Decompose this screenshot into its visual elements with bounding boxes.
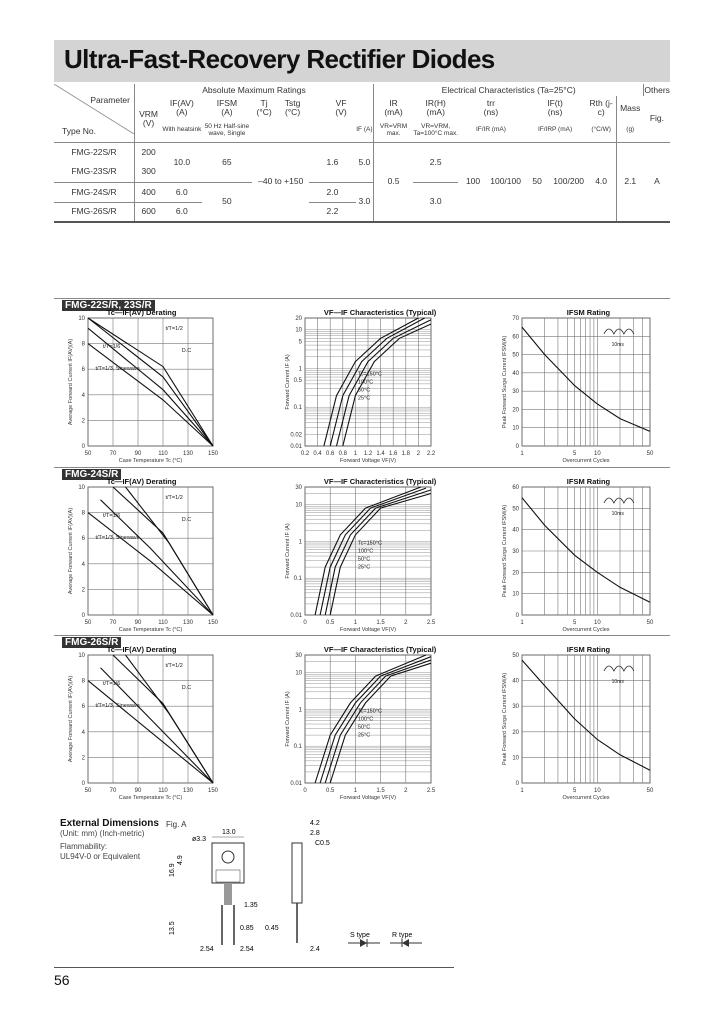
y-tick-label: 8 xyxy=(81,510,85,517)
x-tick-label: 90 xyxy=(134,620,142,626)
x-tick-label: 0.6 xyxy=(326,451,335,457)
x-tick-label: 2.2 xyxy=(426,451,436,457)
x-tick-label: 70 xyxy=(109,788,117,794)
x-tick-label: 150 xyxy=(207,620,219,626)
y-tick-label: 0.02 xyxy=(290,432,302,439)
x-tick-label: 0.5 xyxy=(326,620,335,626)
h-vrm-unit: (V) xyxy=(142,117,155,128)
r-type-label: R type xyxy=(392,932,413,939)
chart-title: VF—IF Characteristics (Typical) xyxy=(323,308,437,317)
h-ifsm-unit: (A) xyxy=(221,107,233,117)
fig-all: A xyxy=(654,176,660,187)
mass-all: 2.1 xyxy=(624,176,637,187)
plot-frame xyxy=(522,655,650,783)
y-tick-label: 5 xyxy=(298,339,302,346)
fig-a-label: Fig. A xyxy=(166,820,187,829)
spec-table xyxy=(54,84,670,223)
flammability-line-2: UL94V-0 or Equivalent xyxy=(60,852,141,861)
row-vrm: 600 xyxy=(135,202,163,222)
section-label: FMG-24S/R xyxy=(62,469,121,480)
curve-label: D.C xyxy=(181,348,192,354)
rth-all: 4.0 xyxy=(587,142,617,222)
temp-label: 25°C xyxy=(357,395,371,402)
y-tick-label: 0.1 xyxy=(293,744,302,751)
y-tick-label: 2 xyxy=(81,755,85,762)
x-tick-label: 2.5 xyxy=(426,788,436,794)
h-fig: Fig. xyxy=(644,96,670,142)
y-tick-label: 0.01 xyxy=(290,444,302,450)
row-vrm: 400 xyxy=(135,182,163,202)
row-vrm: 200 xyxy=(141,146,156,157)
x-tick-label: 130 xyxy=(182,620,194,626)
y-tick-label: 60 xyxy=(512,334,519,341)
y-tick-label: 10 xyxy=(295,502,302,509)
x-tick-label: 110 xyxy=(158,620,168,626)
h-ifav-unit: (A) xyxy=(176,107,188,117)
parameter-label: Parameter xyxy=(90,95,130,105)
x-tick-label: 1 xyxy=(353,620,358,626)
x-tick-label: 70 xyxy=(109,620,117,626)
chart-6 xyxy=(492,475,680,643)
package-marking xyxy=(216,870,240,882)
y-axis-label: Peak Forward Surge Current IFSM(A) xyxy=(502,335,508,429)
x-tick-label: 0 xyxy=(303,788,307,794)
temp-label: Tc=150°C xyxy=(357,708,382,715)
x-tick-label: 5 xyxy=(572,788,577,794)
type-label: Type No. xyxy=(62,125,97,136)
x-tick-label: 10 xyxy=(593,788,601,794)
y-tick-label: 10 xyxy=(295,327,302,334)
x-tick-label: 130 xyxy=(182,788,194,794)
x-tick-label: 50 xyxy=(84,451,92,457)
x-tick-label: 110 xyxy=(158,788,168,794)
curve-label: t/T=1/6 xyxy=(103,513,121,519)
curve-label: D.C xyxy=(181,685,192,691)
y-tick-label: 0.01 xyxy=(290,613,302,619)
sub-ifir: IF/IR (mA) xyxy=(458,120,523,142)
y-axis-label: Average Forward Current IF(AV)(A) xyxy=(68,338,74,426)
tj-tstg: –40 to +150 xyxy=(258,176,304,187)
chart-title: IFSM Rating xyxy=(566,308,611,317)
h-tstg: Tstg xyxy=(284,98,301,109)
temp-label: 100°C xyxy=(357,716,374,723)
y-axis-label: Forward Current IF (A) xyxy=(285,691,291,747)
x-tick-label: 1.2 xyxy=(363,451,373,457)
y-tick-label: 30 xyxy=(295,485,302,491)
chart-7 xyxy=(58,643,243,811)
y-axis-label: Average Forward Current IF(AV)(A) xyxy=(68,675,74,763)
x-tick-label: 2 xyxy=(404,620,408,626)
y-axis-label: Peak Forward Surge Current IFSM(A) xyxy=(502,504,508,598)
y-tick-label: 10 xyxy=(295,670,302,677)
pulse-label: 10ms xyxy=(611,511,624,517)
section-label: FMG-26S/R xyxy=(62,637,121,648)
h-vf-unit: (V) xyxy=(335,107,347,117)
y-tick-label: 30 xyxy=(512,389,519,396)
temp-label: Tc=150°C xyxy=(357,540,382,547)
h-ift-unit: (ns) xyxy=(547,107,563,117)
x-tick-label: 50 xyxy=(646,620,654,626)
y-tick-label: 10 xyxy=(78,653,85,659)
ir-all: 0.5 xyxy=(387,176,400,187)
dim-169: 16.9 xyxy=(169,863,176,877)
y-tick-label: 0.01 xyxy=(290,781,302,787)
x-tick-label: 1.5 xyxy=(376,620,385,626)
y-tick-label: 0 xyxy=(81,444,85,450)
vf-26: 2.2 xyxy=(309,202,356,222)
y-tick-label: 20 xyxy=(512,407,519,414)
x-axis-label: Forward Voltage VF(V) xyxy=(340,627,396,633)
chart-1 xyxy=(58,306,243,474)
x-tick-label: 0.2 xyxy=(300,451,310,457)
temp-label: 25°C xyxy=(357,564,371,571)
y-tick-label: 0.1 xyxy=(293,576,302,583)
s-type-label: S type xyxy=(350,932,370,939)
h-trr-unit: (ns) xyxy=(483,107,499,117)
temp-label: 50°C xyxy=(357,724,371,731)
y-tick-label: 40 xyxy=(512,370,519,377)
ifav-24: 6.0 xyxy=(162,182,201,202)
y-tick-label: 0 xyxy=(81,781,85,787)
x-tick-label: 10 xyxy=(593,451,601,457)
x-tick-label: 70 xyxy=(109,451,117,457)
dim-24: 2.4 xyxy=(310,946,320,953)
x-tick-label: 2.5 xyxy=(426,620,436,626)
curve-label: t/T=1/3, Sinewave xyxy=(95,366,140,372)
y-tick-label: 1 xyxy=(298,366,302,373)
y-tick-label: 0 xyxy=(515,444,519,450)
h-rth: Rth (j-c) xyxy=(587,96,617,120)
curve-label: t/T=1/2 xyxy=(165,326,183,332)
external-dimensions-title: External Dimensions xyxy=(60,818,159,829)
y-tick-label: 40 xyxy=(512,678,519,685)
x-tick-label: 5 xyxy=(572,620,577,626)
y-tick-label: 8 xyxy=(81,341,85,348)
dim-28: 2.8 xyxy=(310,830,320,837)
y-tick-label: 1 xyxy=(298,539,302,546)
y-tick-label: 6 xyxy=(81,536,85,543)
h-tj-unit: (°C) xyxy=(256,107,272,117)
row-type: FMG-24S/R xyxy=(54,182,135,202)
dim-254b: 2.54 xyxy=(240,946,254,953)
dim-254a: 2.54 xyxy=(200,946,214,953)
y-tick-label: 20 xyxy=(295,316,302,322)
x-tick-label: 10 xyxy=(593,620,601,626)
y-tick-label: 0.5 xyxy=(293,378,302,385)
y-tick-label: 2 xyxy=(81,418,85,425)
dim-42: 4.2 xyxy=(310,820,320,827)
curve-label: t/T=1/2 xyxy=(165,663,183,669)
sub-ifa: IF (A) xyxy=(356,120,374,142)
y-tick-label: 10 xyxy=(78,485,85,491)
x-axis-label: Case Temperature Tc (°C) xyxy=(118,627,183,633)
x-axis-label: Forward Voltage VF(V) xyxy=(340,795,396,801)
row-vrm: 300 xyxy=(141,166,156,177)
temp-label: 50°C xyxy=(357,387,371,394)
y-tick-label: 40 xyxy=(512,527,519,534)
group-abs-max: Absolute Maximum Ratings xyxy=(135,84,374,96)
y-tick-label: 10 xyxy=(78,316,85,322)
external-unit: (Unit: mm) (Inch-metric) xyxy=(60,829,145,838)
temp-label: 100°C xyxy=(357,379,374,386)
dim-085: 0.85 xyxy=(240,925,254,932)
h-ifsm: IFSM xyxy=(216,98,238,109)
sub-ifirh: IF/IRP (mA) xyxy=(524,120,587,142)
h-ir: IR xyxy=(389,98,398,109)
dim-c05: C0.5 xyxy=(315,840,330,847)
y-tick-label: 20 xyxy=(512,729,519,736)
ifsm-24-26: 50 xyxy=(202,182,253,222)
chart-title: IFSM Rating xyxy=(566,645,611,654)
x-tick-label: 1.5 xyxy=(376,788,385,794)
h-irh: IR(H) xyxy=(425,98,446,109)
x-axis-label: Overcurrent Cycles xyxy=(562,458,610,464)
x-tick-label: 1 xyxy=(520,620,524,626)
h-ifav: IF(AV) xyxy=(169,98,194,109)
row-type: FMG-26S/R xyxy=(54,202,135,222)
x-tick-label: 0.4 xyxy=(313,451,322,457)
ifirh-all: 100/200 xyxy=(553,176,585,187)
mount-hole xyxy=(222,851,234,863)
h-ift: IF(t) xyxy=(547,98,563,109)
y-tick-label: 4 xyxy=(81,561,85,568)
x-tick-label: 2 xyxy=(404,788,408,794)
ifsm-22-23: 65 xyxy=(222,156,232,167)
y-tick-label: 4 xyxy=(81,392,85,399)
x-axis-label: Forward Voltage VF(V) xyxy=(340,458,396,464)
y-axis-label: Average Forward Current IF(AV)(A) xyxy=(68,507,74,595)
x-tick-label: 130 xyxy=(182,451,194,457)
dim-phi33: ø3.3 xyxy=(192,836,207,843)
h-ir-unit: (mA) xyxy=(384,107,403,117)
vf-24: 2.0 xyxy=(309,182,356,202)
curve-label: t/T=1/6 xyxy=(103,681,121,687)
row-type: FMG-23S/R xyxy=(54,162,135,182)
plot-frame xyxy=(522,318,650,446)
x-tick-label: 1.8 xyxy=(401,451,410,457)
page-title: Ultra-Fast-Recovery Rectifier Diodes xyxy=(64,44,495,74)
y-tick-label: 10 xyxy=(512,591,519,598)
x-tick-label: 0.8 xyxy=(338,451,347,457)
ifir-all: 100/100 xyxy=(490,176,521,187)
group-others: Others xyxy=(644,84,670,95)
chart-title: VF—IF Characteristics (Typical) xyxy=(323,477,437,486)
ifa-22-23: 5.0 xyxy=(356,142,374,182)
sub-g: (g) xyxy=(616,120,644,142)
y-tick-label: 0 xyxy=(81,613,85,619)
row-type: FMG-22S/R xyxy=(54,142,135,162)
sub-cw: (°C/W) xyxy=(587,120,617,142)
chart-2 xyxy=(275,306,461,474)
y-tick-label: 0 xyxy=(515,781,519,787)
x-tick-label: 50 xyxy=(646,451,654,457)
chart-title: Tc—IF(AV) Derating xyxy=(106,308,177,317)
group-electrical: Electrical Characteristics (Ta=25°C) xyxy=(374,84,644,96)
y-tick-label: 10 xyxy=(512,425,519,432)
dim-13: 13.0 xyxy=(222,829,236,836)
side-body xyxy=(292,843,302,903)
sub-vrm-ir: VR=VRM max. xyxy=(374,120,414,142)
h-tj: Tj xyxy=(260,98,268,109)
temp-label: 25°C xyxy=(357,732,371,739)
y-tick-label: 6 xyxy=(81,367,85,374)
y-tick-label: 1 xyxy=(298,707,302,714)
x-tick-label: 0.5 xyxy=(326,788,335,794)
s-type-symbol xyxy=(348,939,380,947)
x-tick-label: 150 xyxy=(207,788,219,794)
package-neck xyxy=(224,883,232,905)
dim-49: 4.9 xyxy=(177,855,184,865)
y-tick-label: 4 xyxy=(81,729,85,736)
r-type-symbol xyxy=(390,939,422,947)
external-dimensions-drawing xyxy=(160,815,460,960)
ift-all: 50 xyxy=(532,176,542,187)
y-tick-label: 70 xyxy=(512,316,519,322)
curve-label: t/T=1/2 xyxy=(165,495,183,501)
sub-vrm-irh: VR=VRM, Ta=100°C max. xyxy=(413,120,458,142)
h-mass: Mass xyxy=(620,102,641,113)
page-number: 56 xyxy=(54,972,70,988)
x-tick-label: 2 xyxy=(416,451,421,457)
temp-label: 100°C xyxy=(357,548,374,555)
ifav-26: 6.0 xyxy=(162,202,201,222)
chart-title: Tc—IF(AV) Derating xyxy=(106,477,177,486)
x-tick-label: 150 xyxy=(207,451,219,457)
x-tick-label: 50 xyxy=(84,620,92,626)
temp-label: 50°C xyxy=(357,556,371,563)
x-tick-label: 50 xyxy=(84,788,92,794)
vf-22-23: 1.6 xyxy=(326,156,339,167)
h-trr: trr xyxy=(486,98,495,109)
dim-045: 0.45 xyxy=(265,925,279,932)
chart-4 xyxy=(58,475,243,643)
sub-withsink: With heatsink xyxy=(162,120,201,142)
chart-9 xyxy=(492,643,680,811)
y-tick-label: 30 xyxy=(512,704,519,711)
y-tick-label: 50 xyxy=(512,653,519,659)
ifav-22-23: 10.0 xyxy=(173,156,191,167)
irh-24-26: 3.0 xyxy=(413,182,458,222)
section-label: FMG-22S/R, 23S/R xyxy=(62,300,155,311)
y-tick-label: 50 xyxy=(512,506,519,513)
y-tick-label: 0.1 xyxy=(293,405,302,412)
x-tick-label: 5 xyxy=(572,451,577,457)
footer-line xyxy=(54,967,454,968)
chart-5 xyxy=(275,475,461,643)
dim-135: 13.5 xyxy=(169,921,176,935)
y-tick-label: 30 xyxy=(295,653,302,659)
x-tick-label: 1 xyxy=(520,788,524,794)
y-tick-label: 0 xyxy=(515,613,519,619)
y-tick-label: 20 xyxy=(512,570,519,577)
curve-label: t/T=1/3, Sinewave xyxy=(95,535,140,541)
x-tick-label: 1 xyxy=(520,451,524,457)
x-axis-label: Case Temperature Tc (°C) xyxy=(118,458,183,464)
plot-frame xyxy=(88,318,213,446)
y-tick-label: 60 xyxy=(512,485,519,491)
y-tick-label: 2 xyxy=(81,587,85,594)
y-axis-label: Peak Forward Surge Current IFSM(A) xyxy=(502,672,508,766)
x-tick-label: 1.4 xyxy=(376,451,385,457)
trr-all: 100 xyxy=(465,176,481,187)
x-tick-label: 50 xyxy=(646,788,654,794)
x-tick-label: 1.6 xyxy=(389,451,398,457)
y-tick-label: 6 xyxy=(81,704,85,711)
pulse-label: 10ms xyxy=(611,679,624,685)
x-tick-label: 90 xyxy=(134,451,142,457)
irh-22-23: 2.5 xyxy=(429,156,442,167)
y-tick-label: 30 xyxy=(512,549,519,555)
curve-label: D.C xyxy=(181,517,192,523)
curve-label: t/T=1/6 xyxy=(103,344,121,350)
chart-title: Tc—IF(AV) Derating xyxy=(106,645,177,654)
y-axis-label: Forward Current IF (A) xyxy=(285,354,291,410)
h-irh-unit: (mA) xyxy=(426,107,445,117)
y-tick-label: 50 xyxy=(512,352,519,359)
dim-135-lead: 1.35 xyxy=(244,902,258,909)
chart-3 xyxy=(492,306,680,474)
flammability-line-1: Flammability: xyxy=(60,842,108,851)
ifa-24-26: 3.0 xyxy=(356,182,374,222)
flammability-note xyxy=(60,842,140,862)
chart-8 xyxy=(275,643,461,811)
y-tick-label: 10 xyxy=(512,755,519,762)
temp-label: Tc=150°C xyxy=(357,371,382,378)
chart-title: IFSM Rating xyxy=(566,477,611,486)
x-axis-label: Overcurrent Cycles xyxy=(562,795,610,801)
h-vrm: VRM xyxy=(139,108,159,119)
chart-title: VF—IF Characteristics (Typical) xyxy=(323,645,437,654)
x-tick-label: 90 xyxy=(134,788,142,794)
x-tick-label: 110 xyxy=(158,451,168,457)
curve-label: t/T=1/3, Sinewave xyxy=(95,703,140,709)
x-axis-label: Overcurrent Cycles xyxy=(562,627,610,633)
x-tick-label: 1 xyxy=(353,451,358,457)
y-axis-label: Forward Current IF (A) xyxy=(285,523,291,579)
y-tick-label: 8 xyxy=(81,678,85,685)
x-axis-label: Case Temperature Tc (°C) xyxy=(118,795,183,801)
x-tick-label: 1 xyxy=(353,788,358,794)
x-tick-label: 0 xyxy=(303,620,307,626)
h-vf: VF xyxy=(335,98,347,109)
sub-50hz: 50 Hz Half-sine wave, Single xyxy=(202,120,253,142)
divider-line xyxy=(54,298,670,299)
pulse-label: 10ms xyxy=(611,342,624,348)
h-tstg-unit: (°C) xyxy=(284,107,301,117)
